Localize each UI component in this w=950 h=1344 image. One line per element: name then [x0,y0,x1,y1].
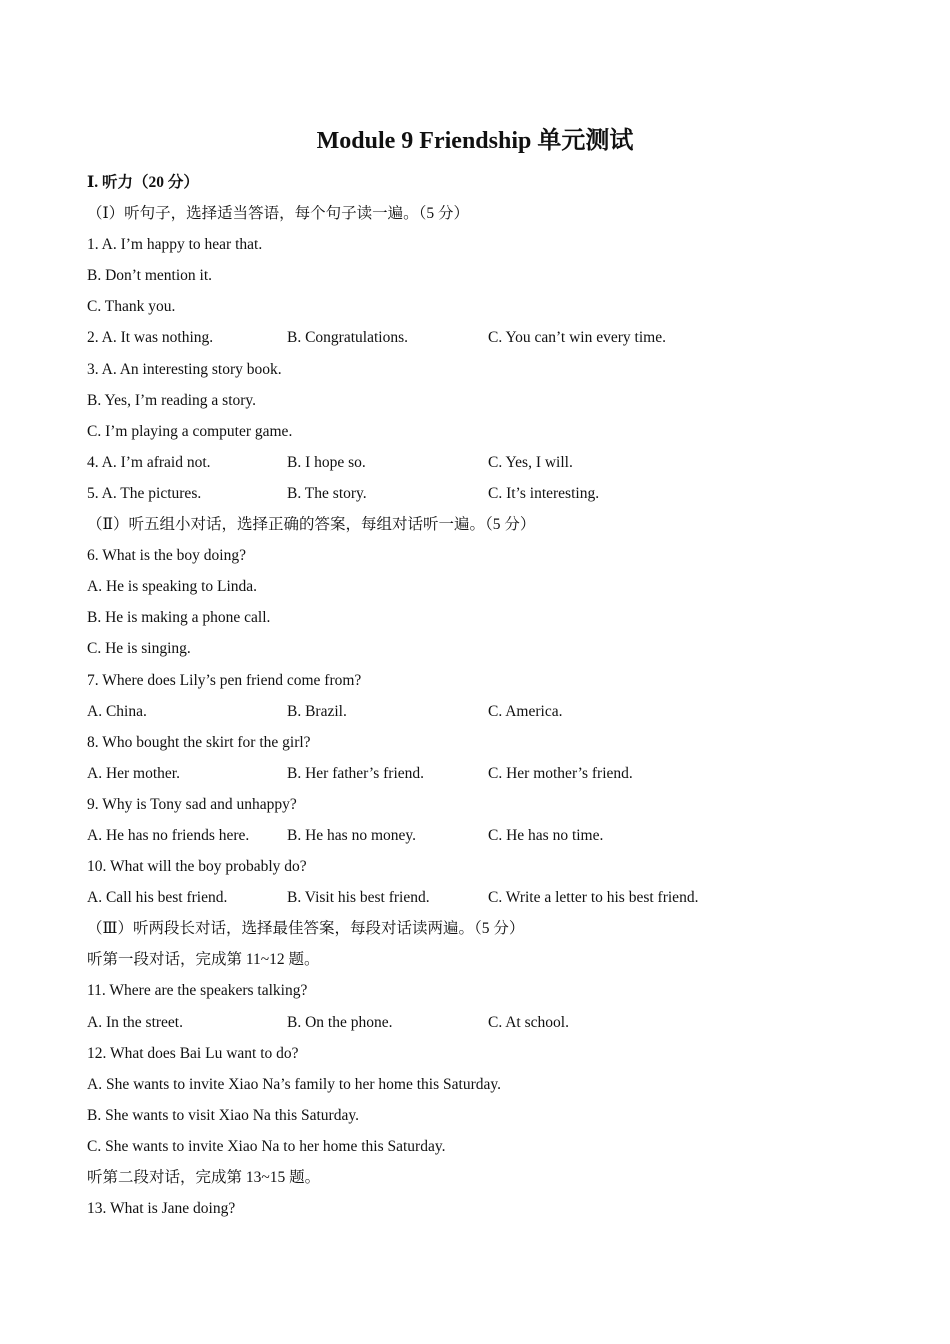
option-row [87,820,887,851]
text-line: （Ⅱ）听五组小对话，选择正确的答案，每组对话听一遍。（5 分） [87,516,536,534]
text-line: B. Yes, I’m reading a story. [87,391,257,409]
text-line: C. Thank you. [87,298,176,316]
text-line: A. She wants to invite Xiao Na’s family to her home this Saturday. [87,1075,501,1093]
option-row [87,882,887,913]
option-row [87,322,887,353]
text-line: 1. A. I’m happy to hear that. [87,236,263,254]
option-text: C. It’s interesting. [488,484,600,502]
text-line: B. Don’t mention it. [87,267,213,285]
option-text: C. At school. [488,1013,569,1031]
option-text: B. The story. [287,484,367,502]
text-line: 6. What is the boy doing? [87,547,246,565]
text-line: （Ⅲ）听两段长对话，选择最佳答案，每段对话读两遍。（5 分） [87,920,525,938]
option-text: B. Visit his best friend. [287,889,430,907]
option-text: A. He has no friends here. [87,826,250,844]
option-row [87,447,887,478]
text-line: B. She wants to visit Xiao Na this Saturday. [87,1106,359,1124]
text-line: 11. Where are the speakers talking? [87,982,308,1000]
document-body [87,167,887,1224]
option-text: C. He has no time. [488,826,604,844]
option-text: C. Yes, I will. [488,453,573,471]
text-line: 听第二段对话，完成第 13~15 题。 [87,1169,321,1186]
text-line: 7. Where does Lily’s pen friend come from? [87,671,362,689]
option-text: C. You can’t win every time. [488,329,666,347]
option-text: 5. A. The pictures. [87,484,202,502]
text-line: A. He is speaking to Linda. [87,578,258,596]
text-line: C. He is singing. [87,640,191,658]
option-text: B. Congratulations. [287,329,408,347]
option-text: A. China. [87,702,147,720]
text-line: 听第一段对话，完成第 11~12 题。 [87,951,320,969]
option-text: C. Write a letter to his best friend. [488,889,699,907]
text-line: 12. What does Bai Lu want to do? [87,1044,299,1062]
text-line: 9. Why is Tony sad and unhappy? [87,795,297,813]
option-text: 2. A. It was nothing. [87,329,214,347]
option-text: B. On the phone. [287,1013,393,1031]
option-text: A. Her mother. [87,764,180,782]
option-text: B. He has no money. [287,826,417,844]
option-row [87,478,887,509]
option-row [87,1007,887,1038]
option-text: A. In the street. [87,1013,183,1031]
text-line: 13. What is Jane doing? [87,1200,236,1218]
option-text: B. Brazil. [287,702,347,720]
text-line: 8. Who bought the skirt for the girl? [87,733,311,751]
option-row [87,696,887,727]
option-text: 4. A. I’m afraid not. [87,453,211,471]
section-heading: Ⅰ. 听力（20 分） [87,174,199,191]
page-title: Module 9 Friendship 单元测试 [316,128,634,154]
text-line: （Ⅰ）听句子，选择适当答语，每个句子读一遍。（5 分） [87,205,469,223]
option-text: C. America. [488,702,563,720]
option-row [87,758,887,789]
option-text: B. I hope so. [287,453,366,471]
text-line: 10. What will the boy probably do? [87,858,307,876]
text-line: 3. A. An interesting story book. [87,360,282,378]
option-text: B. Her father’s friend. [287,764,425,782]
text-line: B. He is making a phone call. [87,609,271,627]
text-line: C. I’m playing a computer game. [87,422,293,440]
option-text: C. Her mother’s friend. [488,764,633,782]
option-text: A. Call his best friend. [87,889,228,907]
text-line: C. She wants to invite Xiao Na to her home this Saturday. [87,1137,446,1155]
